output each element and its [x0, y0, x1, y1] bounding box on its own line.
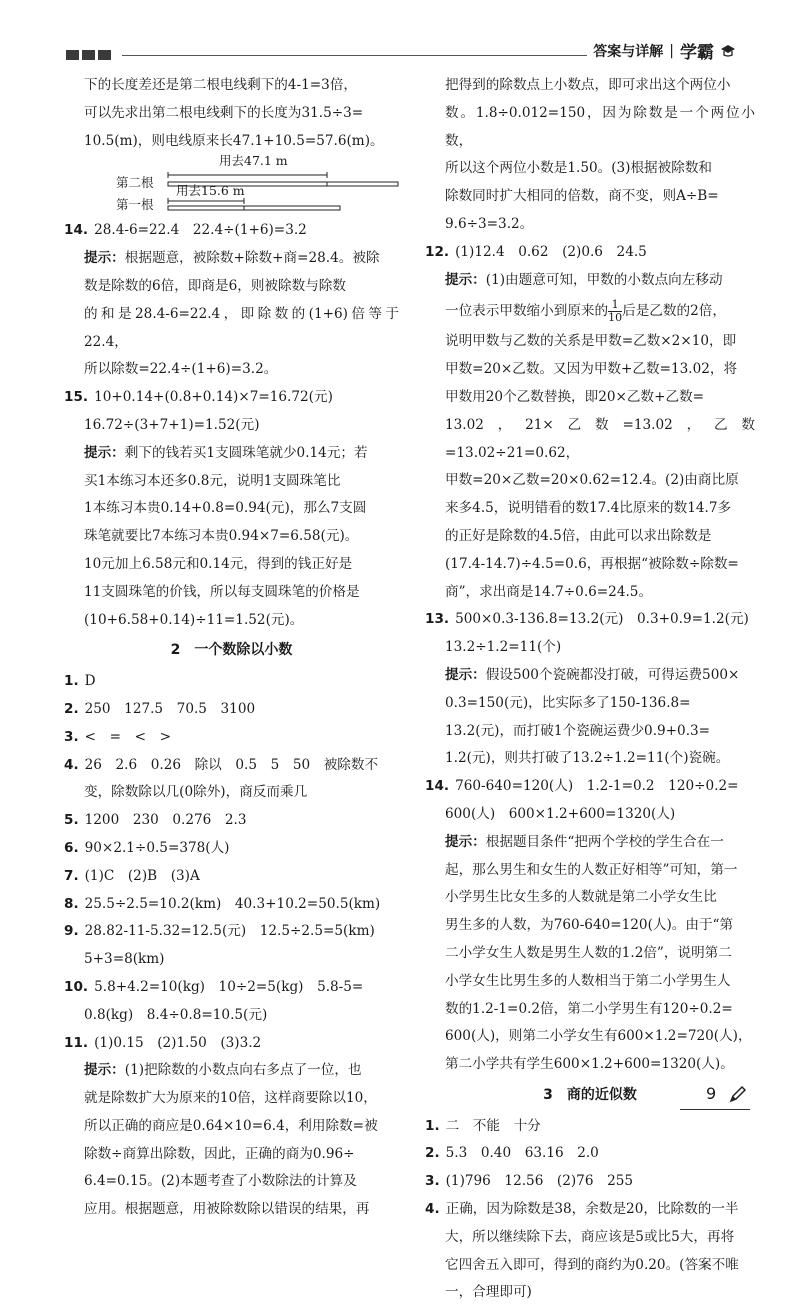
answer-item: 11. (1)0.15 (2)1.50 (3)3.2: [64, 1034, 262, 1051]
cont-line: 除数同时扩大相同的倍数，商不变，则A÷B=: [445, 188, 719, 205]
hint-line-fraction: 一位表示甲数缩小到原来的 $\frac{1}{10}$ 后是乙数的2倍，: [445, 298, 726, 325]
hint-line: 0.3=150(元)，比实际多了150-136.8=: [445, 694, 691, 711]
answer-item: 4. 正确，因为除数是38，余数是20，比除数的一半: [425, 1201, 739, 1218]
diagram-label-first: 第一根: [116, 197, 154, 213]
answer-item-cont: 大，所以继续除下去，商应该是5或比5大，再将: [445, 1228, 735, 1245]
diagram-label-second: 第二根: [116, 175, 154, 191]
cont-line: 把得到的除数点上小数点，即可求出这个两位小: [445, 77, 731, 93]
hint-line: 除数÷商算出除数，因此，正确的商为0.96÷: [84, 1145, 355, 1162]
graduation-cap-icon: [720, 44, 736, 58]
hint-line: 6.4=0.15。(2)本题考查了小数除法的计算及: [84, 1173, 357, 1190]
hint-line: 1本练习本贵0.14+0.8=0.94(元)，那么7支圆: [84, 500, 367, 517]
hint-line: (17.4-14.7)÷4.5=0.6，再根据“被除数÷除数=: [445, 555, 739, 572]
diagram-label-top: 用去47.1 m: [219, 153, 288, 169]
cont-line: 数。1.8÷0.012=150，因为除数是一个两位小数，: [445, 104, 755, 149]
answer-item: 7. (1)C (2)B (3)A: [64, 867, 200, 884]
q14-hint: 提示：根据题目条件“把两个学校的学生合在一: [445, 833, 724, 850]
q14-answer-2: 600(人) 600×1.2+600=1320(人): [445, 805, 676, 822]
q15-answer-2: 16.72÷(3+7+1)=1.52(元): [84, 416, 260, 433]
hint-line: 小学女生比男生多的人数相当于第二小学男生人: [445, 972, 731, 989]
diagram-label-bottom: 用去15.6 m: [176, 183, 245, 199]
answer-item-cont: 它四舍五入即可，得到的商约为0.20。(答案不唯: [445, 1256, 739, 1273]
line-segment-diagram: [64, 155, 399, 215]
hint-line: 10元加上6.58元和0.14元，得到的钱正好是: [84, 555, 353, 572]
right-column: [425, 72, 755, 1307]
answer-item: 9. 28.82-11-5.32=12.5(元) 12.5÷2.5=5(km): [64, 923, 375, 940]
answer-item: 1. 二 不能 十分: [425, 1117, 541, 1134]
header-brand: 答案与详解 | 学霸: [587, 38, 736, 63]
hint-line: 商”，求出商是14.7÷0.6=24.5。: [445, 583, 653, 600]
hint-line: 甲数用20个乙数替换，即20×乙数+乙数=: [445, 388, 705, 405]
left-column: [64, 72, 399, 1224]
q13-answer-2: 13.2÷1.2=11(个): [445, 639, 562, 656]
hint-line: 11支圆珠笔的价钱，所以每支圆珠笔的价格是: [84, 583, 360, 600]
hint-line: 所以除数=22.4÷(1+6)=3.2。: [84, 361, 278, 378]
hint-line: 二小学女生人数是男生人数的1.2倍”，说明第二: [445, 944, 732, 961]
q13-hint: 提示：假设500个瓷碗都没打破，可得运费500×: [445, 666, 740, 683]
q11-hint: 提示：(1)把除数的小数点向右多点了一位，也: [84, 1062, 362, 1079]
q12-answer: 12. (1)12.4 0.62 (2)0.6 24.5: [425, 243, 647, 260]
page-footer: [680, 1084, 750, 1112]
fraction-one-tenth: $\frac{1}{10}$: [608, 298, 623, 325]
hint-line: 1.2(元)，则共打破了13.2÷1.2=11(个)瓷碗。: [445, 750, 730, 767]
hint-line: 13.2(元)，而打破1个瓷碗运费少0.9+0.3=: [445, 722, 711, 739]
brand-logo-text: 学霸: [680, 43, 714, 63]
hint-line: 600(人)，则第二小学女生有600×1.2=720(人)，: [445, 1028, 752, 1045]
hint-line: 的和是28.4-6=22.4，即除数的(1+6)倍等于22.4，: [84, 305, 399, 350]
cont-line: 9.6÷3=3.2。: [445, 215, 534, 232]
answer-item: 8. 25.5÷2.5=10.2(km) 40.3+10.2=50.5(km): [64, 895, 381, 912]
cont-line: 可以先求出第二根电线剩下的长度为31.5÷3=: [84, 104, 364, 121]
section-title-3: 3 商的近似数: [543, 1086, 637, 1103]
pencil-icon: [728, 1084, 748, 1104]
hint-line: 第二小学共有学生600×1.2+600=1320(人)。: [445, 1056, 734, 1073]
hint-line: 说明甲数与乙数的关系是甲数=乙数×2×10，即: [445, 333, 737, 350]
answer-item-cont: 一，合理即可): [445, 1284, 532, 1301]
answer-item: 6. 90×2.1÷0.5=378(人): [64, 839, 230, 856]
q15-answer: 15. 10+0.14+(0.8+0.14)×7=16.72(元): [64, 389, 333, 406]
q13-answer: 13. 500×0.3-136.8=13.2(元) 0.3+0.9=1.2(元): [425, 611, 749, 628]
hint-line: 甲数=20×乙数。又因为甲数+乙数=13.02，将: [445, 361, 738, 378]
hint-line: 13.02，21×乙数=13.02，乙数=13.02÷21=0.62，: [445, 416, 755, 461]
hint-line: 所以正确的商应是0.64×10=6.4，利用除数=被: [84, 1117, 378, 1134]
cont-line: 10.5(m)，则电线原来长47.1+10.5=57.6(m)。: [84, 132, 384, 149]
answer-item-cont: 0.8(kg) 8.4÷0.8=10.5(元): [84, 1006, 268, 1023]
hint-line: 买1本练习本还多0.8元，说明1支圆珠笔比: [84, 472, 341, 489]
answer-item: 3. (1)796 12.56 (2)76 255: [425, 1173, 634, 1190]
hint-line: 小学男生比女生多的人数就是第二小学女生比: [445, 889, 717, 906]
cont-line: 所以这个两位小数是1.50。(3)根据被除数和: [445, 160, 713, 177]
hint-line: 甲数=20×乙数=20×0.62=12.4。(2)由商比原: [445, 472, 739, 489]
answer-item: 3. < = < >: [64, 728, 171, 745]
section-title-2: 2 一个数除以小数: [170, 642, 293, 659]
hint-line: 起，那么男生和女生的人数正好相等”可知，第一: [445, 861, 738, 878]
brand-text: 答案与详解: [593, 43, 664, 60]
q14-answer: 14. 28.4-6=22.4 22.4÷(1+6)=3.2: [64, 222, 307, 239]
q15-hint: 提示：剩下的钱若买1支圆珠笔就少0.14元；若: [84, 444, 368, 461]
cont-line: 下的长度差还是第二根电线剩下的4-1=3倍，: [84, 77, 358, 93]
answer-item: 10. 5.8+4.2=10(kg) 10÷2=5(kg) 5.8-5=: [64, 978, 364, 995]
q14-hint: 提示：根据题意，被除数+除数+商=28.4。被除: [84, 250, 380, 267]
hint-line: 应用。根据题意，用被除数除以错误的结果，再: [84, 1201, 370, 1218]
hint-line: 来多4.5，说明错看的数17.4比原来的数14.7多: [445, 500, 732, 517]
answer-item: 4. 26 2.6 0.26 除以 0.5 5 50 被除数不: [64, 756, 379, 773]
hint-line: (10+6.58+0.14)÷11=1.52(元)。: [84, 611, 304, 628]
page-number: 9: [706, 1084, 717, 1103]
q12-hint: 提示：(1)由题意可知，甲数的小数点向左移动: [445, 271, 723, 288]
answer-item: 2. 250 127.5 70.5 3100: [64, 700, 256, 717]
header-squares: [66, 50, 111, 60]
answer-item: 1. D: [64, 673, 96, 690]
answer-item: 2. 5.3 0.40 63.16 2.0: [425, 1145, 599, 1162]
hint-line: 数的1.2-1=0.2倍，第二小学男生有120÷0.2=: [445, 1000, 733, 1017]
q14-answer: 14. 760-640=120(人) 1.2-1=0.2 120÷0.2=: [425, 778, 739, 795]
hint-line: 就是除数扩大为原来的10倍，这样商要除以10，: [84, 1090, 377, 1107]
answer-item-cont: 5+3=8(km): [84, 951, 165, 968]
answer-item: 5. 1200 230 0.276 2.3: [64, 812, 247, 829]
answer-item-cont: 变，除数除以几(0除外)，商反而乘几: [84, 784, 308, 801]
hint-line: 男生多的人数，为760-640=120(人)。由于“第: [445, 917, 734, 934]
hint-line: 珠笔就要比7本练习本贵0.94×7=6.58(元)。: [84, 528, 359, 545]
hint-line: 的正好是除数的4.5倍，由此可以求出除数是: [445, 527, 712, 544]
hint-line: 数是除数的6倍，即商是6，则被除数与除数: [84, 277, 346, 294]
